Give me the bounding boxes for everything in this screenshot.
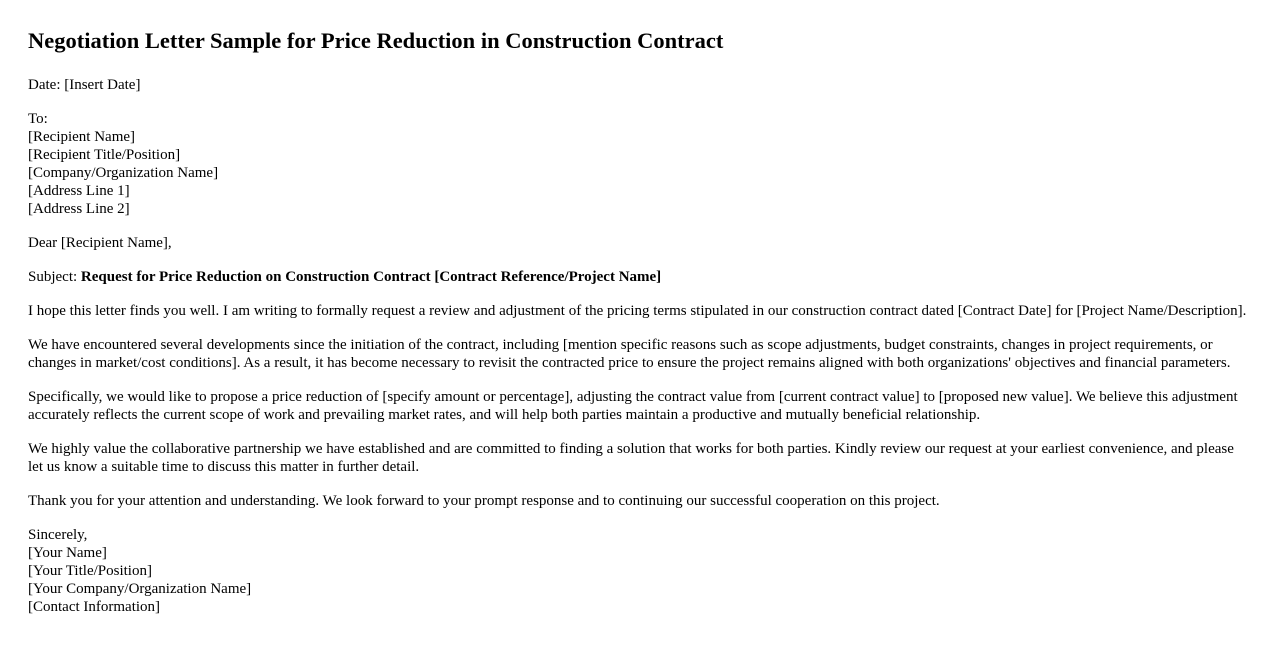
body-paragraph-partnership: We highly value the collaborative partnership we have established and are committed to finding a solution that works for both parties. Kindly review our request at your earliest convenience, and please let us know a suitable time to discuss this matter in further detail.: [28, 441, 1234, 475]
salutation: Dear [Recipient Name],: [28, 235, 172, 251]
recipient-label: To:: [28, 111, 48, 127]
recipient-name: [Recipient Name]: [28, 129, 136, 145]
sender-name: [Your Name]: [28, 545, 107, 561]
recipient-address-line-2: [Address Line 2]: [28, 201, 130, 217]
sender-contact: [Contact Information]: [28, 599, 161, 615]
subject-label: Subject:: [28, 269, 81, 285]
letter-title: Negotiation Letter Sample for Price Reduction in Construction Contract: [28, 28, 724, 53]
recipient-title: [Recipient Title/Position]: [28, 147, 181, 163]
body-paragraph-reasons: We have encountered several developments since the initiation of the contract, including [mention specific reasons such as scope adjustments, budget constraints, changes in project requirements, or changes in market/cost conditions]. As a result, it has become necessary to revisit the contracted price to ensure the project remains aligned with both organizations' objectives and financial parameters.: [28, 337, 1231, 371]
valediction: Sincerely,: [28, 527, 88, 543]
subject-line: [28, 268, 1250, 286]
signature-block: [28, 526, 1250, 616]
body-paragraph-proposal: Specifically, we would like to propose a price reduction of [specify amount or percentage], adjusting the contract value from [current contract value] to [proposed new value]. We believe this adjustment accurately reflects the current scope of work and prevailing market rates, and will help both parties maintain a productive and mutually beneficial relationship.: [28, 389, 1238, 423]
sender-title: [Your Title/Position]: [28, 563, 152, 579]
date-line: Date: [Insert Date]: [28, 77, 141, 93]
body-paragraph-thanks: Thank you for your attention and understanding. We look forward to your prompt response and to continuing our successful cooperation on this project.: [28, 493, 940, 509]
recipient-block: [28, 110, 1250, 218]
recipient-company: [Company/Organization Name]: [28, 165, 219, 181]
subject-text: Request for Price Reduction on Construction Contract [Contract Reference/Project Name]: [80, 269, 662, 285]
sender-company: [Your Company/Organization Name]: [28, 581, 252, 597]
body-paragraph-intro: I hope this letter finds you well. I am writing to formally request a review and adjustment of the pricing terms stipulated in our construction contract dated [Contract Date] for [Project Name/Description].: [28, 303, 1247, 319]
recipient-address-line-1: [Address Line 1]: [28, 183, 130, 199]
